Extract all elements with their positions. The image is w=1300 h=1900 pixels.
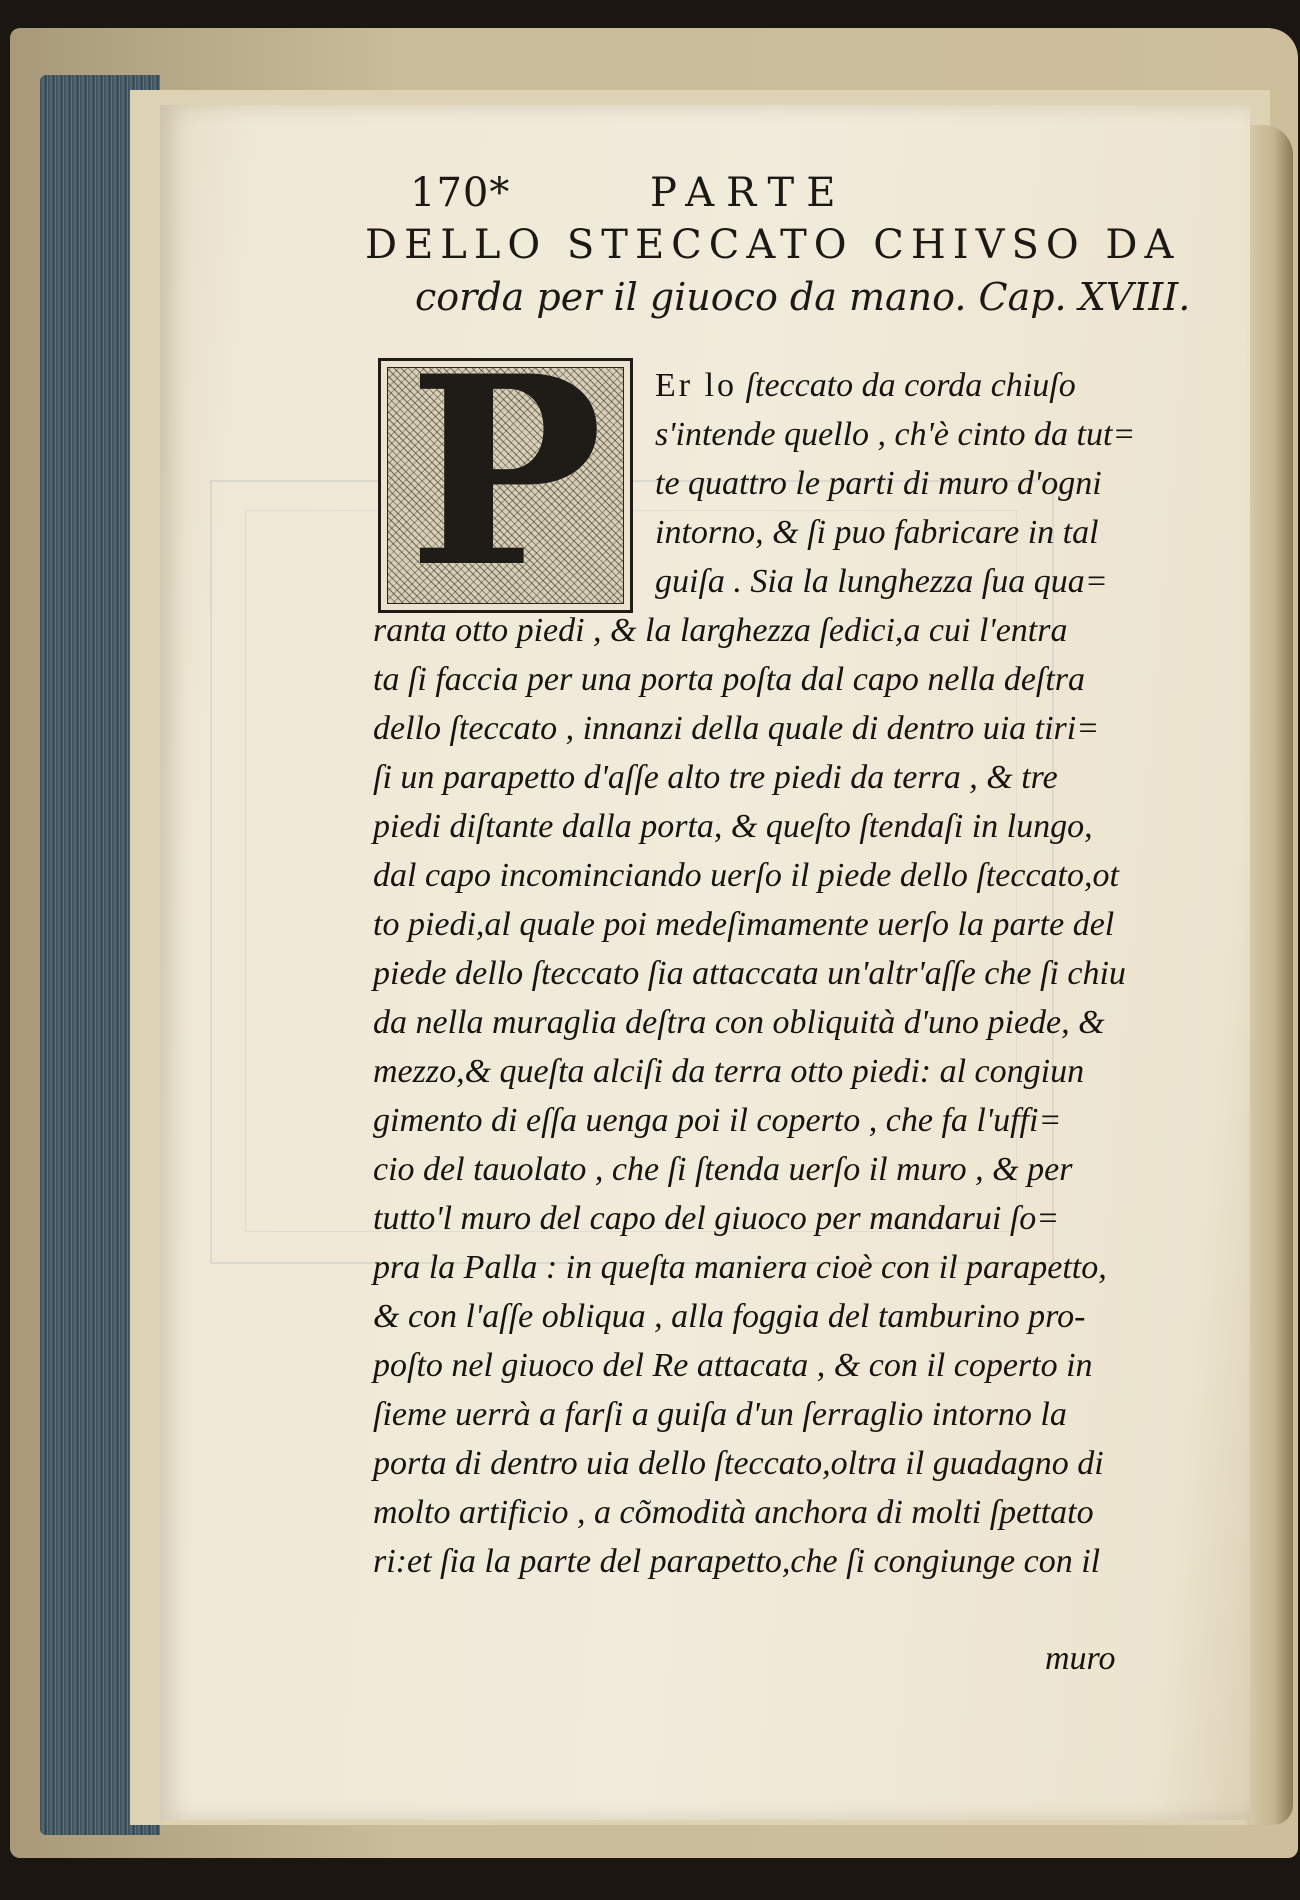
initial-letter: P — [407, 320, 604, 625]
body-line: ſi un parapetto d'aſſe alto tre piedi da terra , & tre — [373, 759, 1058, 796]
running-head-section: PARTE — [650, 170, 848, 216]
body-first-word: Er lo — [655, 367, 738, 404]
body-line: ri:et ſia la parte del parapetto,che ſi congiunge con il — [373, 1543, 1101, 1580]
body-line: piedi diſtante dalla porta, & queſto ſtendaſi in lungo, — [373, 808, 1093, 845]
body-line: cio del tauolato , che ſi ſtenda uerſo il muro , & per — [373, 1151, 1073, 1188]
body-line: molto artificio , a cõmodità anchora di molti ſpettato — [373, 1494, 1094, 1531]
body-line: ranta otto piedi , & la larghezza ſedici,a cui l'entra — [373, 612, 1068, 649]
body-line-text: ſteccato da corda chiuſo — [737, 367, 1076, 404]
body-line: guiſa . Sia la lunghezza ſua qua= — [655, 563, 1108, 600]
body-line: dello ſteccato , innanzi della quale di dentro uia tiri= — [373, 710, 1100, 747]
body-line: porta di dentro uia dello ſteccato,oltra il guadagno di — [373, 1445, 1104, 1482]
body-line: to piedi,al quale poi medeſimamente uerſo la parte del — [373, 906, 1115, 943]
body-line: ta ſi faccia per una porta poſta dal capo nella deſtra — [373, 661, 1086, 698]
body-line: ſieme uerrà a farſi a guiſa d'un ſerraglio intorno la — [373, 1396, 1067, 1433]
body-line: pra la Palla : in queſta maniera cioè con il parapetto, — [373, 1249, 1107, 1286]
body-line: intorno, & ſi puo fabricare in tal — [655, 514, 1099, 551]
body-line: da nella muraglia deſtra con obliquità d'uno piede, & — [373, 1004, 1105, 1041]
running-head — [410, 170, 848, 216]
body-line: tutto'l muro del capo del giuoco per mandarui ſo= — [373, 1200, 1060, 1237]
body-line — [655, 367, 1076, 405]
facing-page-edge — [1245, 125, 1293, 1825]
body-line: te quattro le parti di muro d'ogni — [655, 465, 1102, 502]
body-line: & con l'aſſe obliqua , alla foggia del tamburino pro- — [373, 1298, 1086, 1335]
body-line: poſto nel giuoco del Re attacata , & con il coperto in — [373, 1347, 1093, 1384]
body-line: piede dello ſteccato ſia attaccata un'altr'aſſe che ſi chiu — [373, 955, 1126, 992]
body-line: gimento di eſſa uenga poi il coperto , che fa l'uffi= — [373, 1102, 1062, 1139]
decorated-initial — [378, 320, 633, 625]
page-number: 170* — [410, 170, 511, 216]
catchword: muro — [1045, 1640, 1116, 1677]
chapter-title-line1: DELLO STECCATO CHIVSO DA — [365, 222, 1181, 268]
body-line: s'intende quello , ch'è cinto da tut= — [655, 416, 1136, 453]
body-line: dal capo incominciando uerſo il piede dello ſteccato,ot — [373, 857, 1119, 894]
chapter-title-line2: corda per il giuoco da mano. Cap. XVIII. — [415, 275, 1191, 319]
body-line: mezzo,& queſta alciſi da terra otto piedi: al congiun — [373, 1053, 1085, 1090]
